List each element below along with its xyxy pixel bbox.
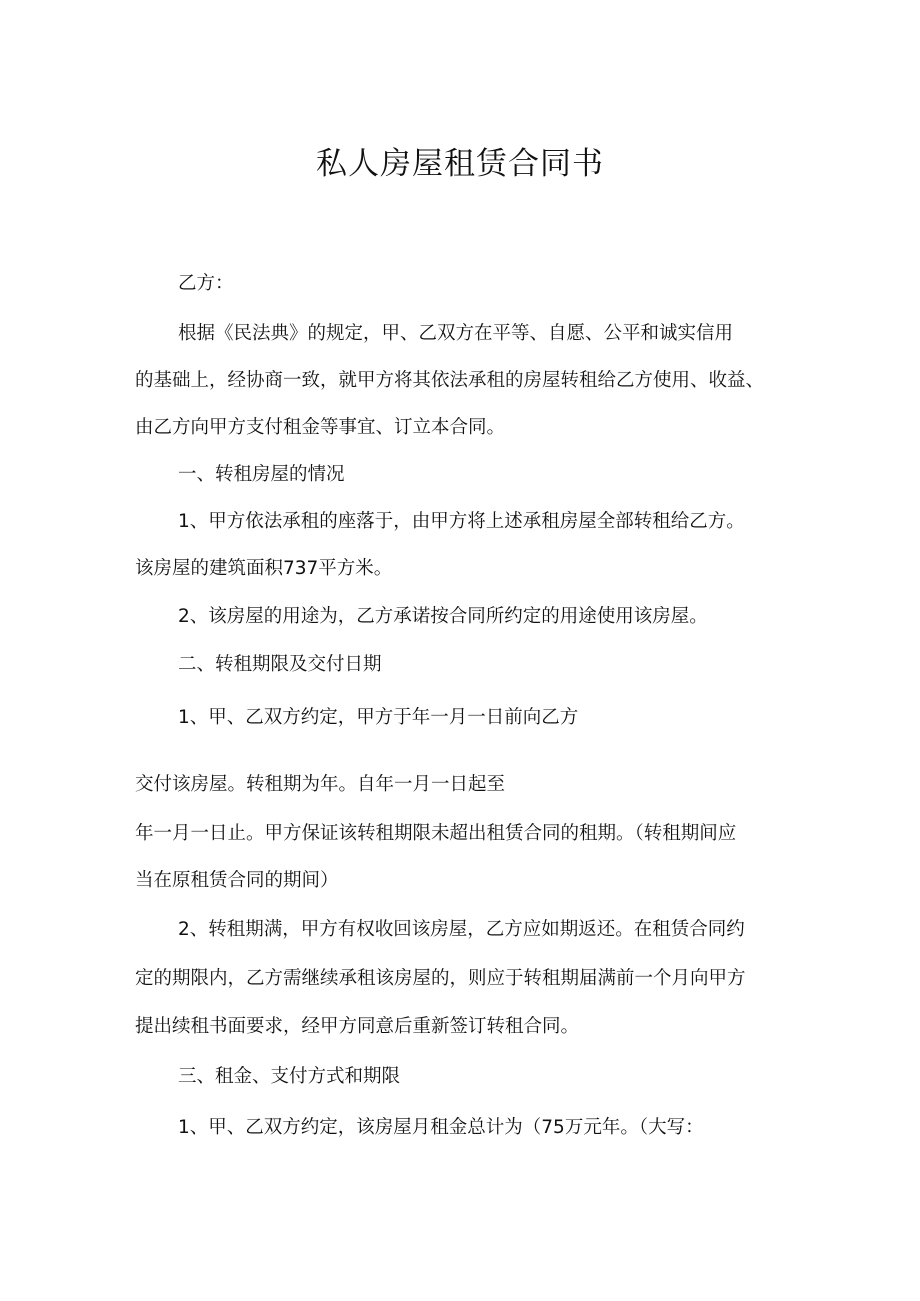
clause-2-1-line-4: 当在原租赁合同的期间） [135, 870, 339, 891]
section-heading-3: 三、租金、支付方式和期限 [178, 1066, 401, 1087]
preamble-line-2: 的基础上，经协商一致，就甲方将其依法承租的房屋转租给乙方使用、收益、 [135, 370, 765, 391]
clause-2-2-line-3: 提出续租书面要求，经甲方同意后重新签订转租合同。 [135, 1016, 580, 1037]
party-b-label: 乙方： [178, 273, 234, 294]
preamble-line-3: 由乙方向甲方支付租金等事宜、订立本合同。 [135, 417, 506, 438]
clause-2-2-line-2: 定的期限内，乙方需继续承租该房屋的，则应于转租期届满前一个月向甲方 [135, 968, 746, 989]
preamble-line-1: 根据《民法典》的规定，甲、乙双方在平等、自愿、公平和诚实信用 [178, 323, 734, 344]
section-heading-1: 一、转租房屋的情况 [178, 464, 345, 485]
clause-2-1-line-3: 年一月一日止。甲方保证该转租期限未超出租赁合同的租期。（转租期间应 [135, 823, 737, 844]
clause-1-1-line-2: 该房屋的建筑面积737平方米。 [135, 558, 393, 579]
clause-2-1-line-1: 1、甲、乙双方约定，甲方于年一月一日前向乙方 [178, 707, 579, 728]
section-heading-2: 二、转租期限及交付日期 [178, 654, 382, 675]
clause-2-2-line-1: 2、转租期满，甲方有权收回该房屋，乙方应如期返还。在租赁合同约 [178, 919, 745, 940]
clause-2-1-line-2: 交付该房屋。转租期为年。自年一月一日起至 [135, 774, 506, 795]
clause-1-2: 2、该房屋的用途为，乙方承诺按合同所约定的用途使用该房屋。 [178, 606, 708, 627]
clause-3-1-line-1: 1、甲、乙双方约定，该房屋月租金总计为（75万元年。（大写： [178, 1117, 704, 1138]
clause-1-1-line-1: 1、甲方依法承租的座落于，由甲方将上述承租房屋全部转租给乙方。 [178, 511, 745, 532]
document-title: 私人房屋租赁合同书 [316, 146, 604, 182]
